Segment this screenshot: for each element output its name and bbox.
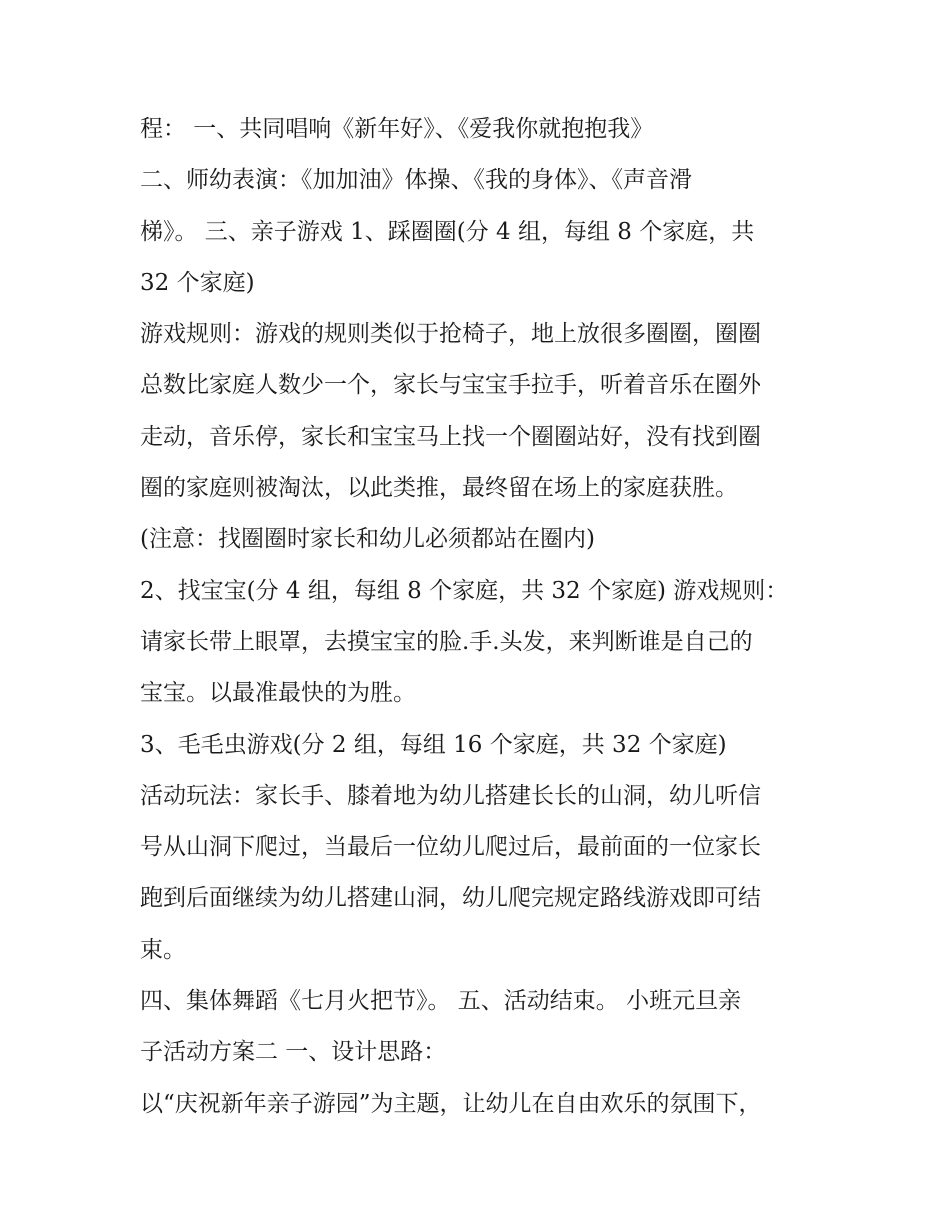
text-line: 梯》。 三、亲子游戏 1、踩圈圈(分 4 组，每组 8 个家庭，共 (140, 218, 755, 245)
text-line: 走动，音乐停，家长和宝宝马上找一个圈圈站好，没有找到圈 (140, 423, 761, 450)
text-line: 四、集体舞蹈《七月火把节》。 五、活动结束。 小班元旦亲 (140, 988, 742, 1015)
text-line: 圈的家庭则被淘汰，以此类推，最终留在场上的家庭获胜。 (140, 475, 738, 502)
text-line: 宝宝。以最准最快的为胜。 (140, 680, 416, 707)
text-line: 子活动方案二 一、设计思路： (140, 1039, 447, 1066)
text-line: 总数比家庭人数少一个，家长与宝宝手拉手，听着音乐在圈外 (140, 372, 761, 399)
text-line: 3、毛毛虫游戏(分 2 组，每组 16 个家庭，共 32 个家庭) (140, 731, 727, 758)
text-line: 号从山洞下爬过，当最后一位幼儿爬过后，最前面的一位家长 (140, 834, 761, 861)
text-line: 二、师幼表演：《加加油》体操、《我的身体》、《声音滑 (140, 167, 692, 194)
text-line: 以“庆祝新年亲子游园”为主题，让幼儿在自由欢乐的氛围下， (140, 1090, 762, 1117)
text-line: 32 个家庭) (140, 269, 255, 296)
text-line: 请家长带上眼罩，去摸宝宝的脸.手.头发，来判断谁是自己的 (140, 628, 753, 655)
body-text (140, 104, 820, 1130)
text-line: 程： 一、共同唱响《新年好》、《爱我你就抱抱我》 (140, 116, 654, 142)
text-line: 束。 (140, 936, 186, 963)
text-line: 跑到后面继续为幼儿搭建山洞，幼儿爬完规定路线游戏即可结 (140, 885, 761, 912)
text-line: 2、找宝宝(分 4 组，每组 8 个家庭，共 32 个家庭) 游戏规则： (140, 577, 789, 604)
text-line: 游戏规则：游戏的规则类似于抢椅子，地上放很多圈圈，圈圈 (140, 321, 761, 348)
text-line: (注意：找圈圈时家长和幼儿必须都站在圈内) (140, 526, 595, 553)
text-line: 活动玩法：家长手、膝着地为幼儿搭建长长的山洞，幼儿听信 (140, 782, 761, 809)
